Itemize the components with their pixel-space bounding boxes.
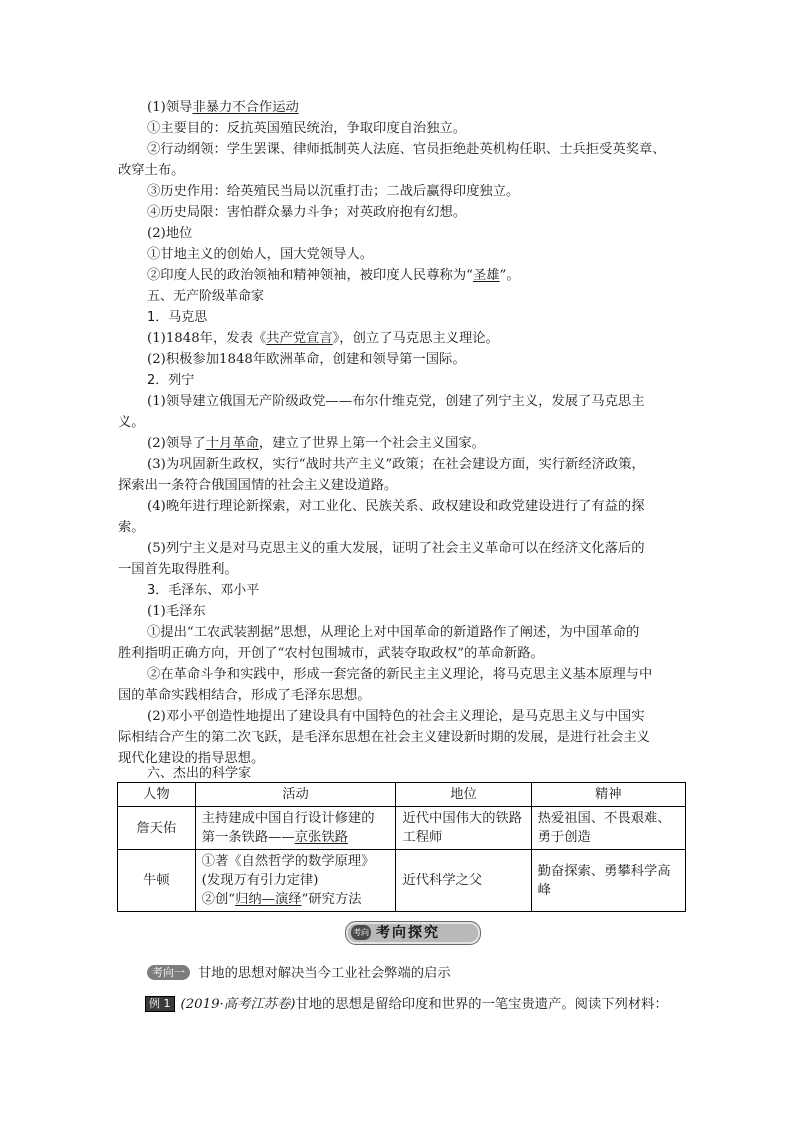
section-heading: 五、无产阶级革命家 — [147, 289, 265, 304]
text-line: 现代化建设的指导思想。 — [118, 751, 265, 766]
activity-line: (发现万有引力定律) — [201, 873, 319, 888]
text-line: (2)积极参加1848年欧洲革命，创建和领导第一国际。 — [147, 352, 466, 367]
activity-line: ①著《自然哲学的数学原理》 — [201, 854, 375, 869]
table-cell-spirit: 勤奋探索、勇攀科学高峰 — [531, 850, 685, 912]
text-line: (5)列宁主义是对马克思主义的重大发展，证明了社会主义革命可以在经济文化落后的 — [147, 541, 645, 556]
table-cell-activity — [195, 850, 396, 912]
subsection-heading: 2．列宁 — [147, 373, 195, 388]
section-heading: 六、杰出的科学家 — [147, 766, 252, 781]
scientists-table — [117, 782, 686, 912]
text-line: 改穿土布。 — [118, 163, 185, 178]
column-header: 地位 — [396, 783, 531, 807]
banner-title: 考向探究 — [376, 925, 440, 941]
column-header: 人物 — [118, 783, 196, 807]
topic-text: 甘地的思想对解决当今工业社会弊端的启示 — [198, 966, 451, 981]
text-line: ②行动纲领：学生罢课、律师抵制英人法庭、官员拒绝赴英机构任职、士兵拒受英奖章、 — [147, 142, 666, 157]
text-line: ①主要目的：反抗英国殖民统治，争取印度自治独立。 — [147, 121, 467, 136]
text-line: (1)领导建立俄国无产阶级政党——布尔什维克党，创建了列宁主义，发展了马克思主 — [147, 394, 645, 409]
topic-badge: 考向一 — [147, 965, 190, 980]
text-line: ②在革命斗争和实践中，形成一套完备的新民主主义理论，将马克思主义基本原理与中 — [147, 667, 653, 682]
topic-line — [147, 964, 677, 984]
text-line: (4)晚年进行理论新探索，对工业化、民族关系、政权建设和政党建设进行了有益的探 — [147, 499, 645, 514]
table-row — [118, 850, 686, 912]
text-line: 一国首先取得胜利。 — [118, 562, 238, 577]
text-line: (2)邓小平创造性地提出了建设具有中国特色的社会主义理论，是马克思主义与中国实 — [147, 709, 645, 724]
table-cell-name: 牛顿 — [118, 850, 196, 912]
table-header-row — [118, 783, 686, 807]
text-line: (2)地位 — [147, 226, 193, 241]
text-line: ④历史局限：害怕群众暴力斗争；对英政府抱有幻想。 — [147, 205, 467, 220]
table-cell-activity — [195, 807, 396, 850]
text-line: (1)1848年，发表《共产党宣言》，创立了马克思主义理论。 — [147, 331, 499, 346]
activity-line: 第一条铁路——京张铁路 — [201, 830, 348, 845]
text-line: ②印度人民的政治领袖和精神领袖，被印度人民尊称为“圣雄”。 — [147, 268, 520, 283]
example-line — [145, 995, 685, 1015]
text-line: 际相结合产生的第二次飞跃，是毛泽东思想在社会主义建设新时期的发展，是进行社会主义 — [118, 730, 650, 745]
text-line: ③历史作用：给英殖民当局以沉重打击；二战后赢得印度独立。 — [147, 184, 520, 199]
text-line: 国的革命实践相结合，形成了毛泽东思想。 — [118, 688, 371, 703]
table-cell-name: 詹天佑 — [118, 807, 196, 850]
text-line: (1)领导非暴力不合作运动 — [147, 100, 299, 115]
table-cell-position: 近代中国伟大的铁路工程师 — [396, 807, 531, 850]
text-line: (1)毛泽东 — [147, 604, 206, 619]
table-cell-position: 近代科学之父 — [396, 850, 531, 912]
text-line: 胜利指明正确方向，开创了“农村包围城市，武装夺取政权”的革命新路。 — [118, 646, 544, 661]
example-source: (2019·高考江苏卷) — [180, 997, 296, 1012]
table-row — [118, 807, 686, 850]
example-text: 甘地的思想是留给印度和世界的一笔宝贵遗产。阅读下列材料： — [295, 997, 668, 1012]
text-line: (3)为巩固新生政权，实行“战时共产主义”政策；在社会建设方面，实行新经济政策， — [147, 457, 645, 472]
table-cell-spirit: 热爱祖国、不畏艰难、勇于创造 — [531, 807, 685, 850]
column-header: 活动 — [195, 783, 396, 807]
column-header: 精神 — [531, 783, 685, 807]
activity-line: 主持建成中国自行设计修建的 — [201, 811, 375, 826]
banner-icon: 考向 — [351, 925, 371, 940]
subsection-heading: 3．毛泽东、邓小平 — [147, 583, 260, 598]
text-line: 索。 — [118, 520, 145, 535]
activity-line: ②创“归纳—演绎”研究方法 — [201, 892, 362, 907]
text-line: ①甘地主义的创始人，国大党领导人。 — [147, 247, 374, 262]
text-line: (2)领导了十月革命，建立了世界上第一个社会主义国家。 — [147, 436, 485, 451]
text-line: 探索出一条符合俄国国情的社会主义建设道路。 — [118, 478, 398, 493]
subsection-heading: 1．马克思 — [147, 310, 208, 325]
text-line: 义。 — [118, 415, 145, 430]
text-line: ①提出“工农武装割据”思想，从理论上对中国革命的新道路作了阐述，为中国革命的 — [147, 625, 640, 640]
example-badge: 例 1 — [145, 996, 175, 1012]
section-banner — [345, 921, 481, 945]
